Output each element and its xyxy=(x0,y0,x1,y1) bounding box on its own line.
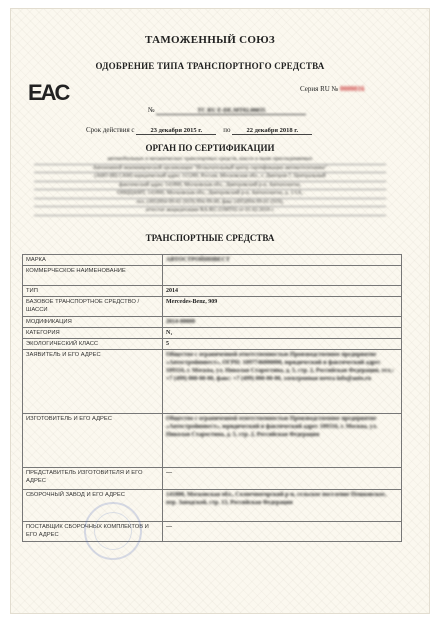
row-value: — xyxy=(163,522,402,542)
series-label: Серия RU № xyxy=(300,85,339,93)
validity-line xyxy=(86,126,312,135)
organ-line: автомобильных и механических транспортных средств, шасси и ныне присоединяемых xyxy=(34,156,386,165)
row-label: БАЗОВОЕ ТРАНСПОРТНОЕ СРЕДСТВО / ШАССИ xyxy=(23,297,163,317)
row-label: ЗАЯВИТЕЛЬ И ЕГО АДРЕС xyxy=(23,350,163,414)
row-value: 2014-00000 xyxy=(163,317,402,328)
approval-number: ТС RU E-DE.МТ02.00035 xyxy=(156,108,306,115)
table-row xyxy=(23,286,402,297)
row-label: ЭКОЛОГИЧЕСКИЙ КЛАСС xyxy=(23,339,163,350)
table-row xyxy=(23,255,402,266)
table-row xyxy=(23,522,402,542)
row-value: Mercedes-Benz, 909 xyxy=(163,297,402,317)
table-row xyxy=(23,317,402,328)
table-row xyxy=(23,328,402,339)
row-value: Общество с ограниченной ответственностью Производственное предприятие «Автостройинвест», юридический и фактический адрес 109316, г. Москва, ул. Николая Старостина, д. 5, стр. 2, Российская Федерация xyxy=(163,414,402,468)
row-value: Общество с ограниченной ответственностью Производственное предприятие «Автостройинвест», ОГРН: 1097746000000, юридический и фактический адрес 109316, г. Москва, ул. Николая Старостина, д. 5, стр. 2, Российская Федерация, тел.: +7 (499) 000-00-00, факс: +7 (499) 000-00-00, электронная почта info@auto.ru xyxy=(163,350,402,414)
organ-line: Автономной некоммерческой организации "Испытательный центр сертификации автомототехники" xyxy=(34,165,386,174)
row-label: СБОРОЧНЫЙ ЗАВОД И ЕГО АДРЕС xyxy=(23,490,163,522)
row-value: АВТОСТРОЙИНВЕСТ xyxy=(163,255,402,266)
organ-body xyxy=(34,156,386,216)
organ-line: тел. (495)994-99-01 (919) 994-99-00, факс (495)994-99-01 (919), xyxy=(34,199,386,208)
organ-line: аттестат аккредитации RA.RU.21MT02 от 01.02.2016 г. xyxy=(34,207,386,216)
organ-line: ОНЦЦАМТ, 141800, Московская обл., Дмитровский р-н, Автополигон, д. 1/1А, xyxy=(34,190,386,199)
seal-stamp xyxy=(84,502,142,560)
approval-number-line xyxy=(148,106,348,115)
table-row xyxy=(23,468,402,490)
row-value: 141800, Московская обл., Солнечногорский р-н, сельское поселение Пешковское, пер. Заводской, стр. 13, Российская Федерация xyxy=(163,490,402,522)
vehicles-table xyxy=(22,254,402,542)
validity-from: 23 декабря 2015 г. xyxy=(136,127,216,135)
table-row xyxy=(23,297,402,317)
row-label: ИЗГОТОВИТЕЛЬ И ЕГО АДРЕС xyxy=(23,414,163,468)
validity-to-label: по xyxy=(223,126,231,134)
table-row xyxy=(23,490,402,522)
vehicles-title: ТРАНСПОРТНЫЕ СРЕДСТВА xyxy=(145,233,275,243)
organ-line: фактический адрес 141800, Московская обл., Дмитровский р-н, Автополигон, xyxy=(34,182,386,191)
organ-title: ОРГАН ПО СЕРТИФИКАЦИИ xyxy=(145,143,275,153)
row-value xyxy=(163,266,402,286)
organ-line: (АНО ИЦ САМ) юридический адрес 115280, Россия, Московская обл., г. Дмитров-7, Центральный xyxy=(34,173,386,182)
eac-logo: EAC xyxy=(28,80,69,105)
row-value: 2014 xyxy=(163,286,402,297)
validity-from-label: Срок действия с xyxy=(86,126,135,134)
row-value: — xyxy=(163,468,402,490)
row-label: КОММЕРЧЕСКОЕ НАИМЕНОВАНИЕ xyxy=(23,266,163,286)
row-label: ПОСТАВЩИК СБОРОЧНЫХ КОМПЛЕКТОВ И ЕГО АДРЕС xyxy=(23,522,163,542)
table-row xyxy=(23,266,402,286)
row-value: N₁ xyxy=(163,328,402,339)
row-value: 5 xyxy=(163,339,402,350)
document-title: ОДОБРЕНИЕ ТИПА ТРАНСПОРТНОГО СРЕДСТВА xyxy=(95,61,325,71)
table-row xyxy=(23,414,402,468)
row-label: ПРЕДСТАВИТЕЛЬ ИЗГОТОВИТЕЛЯ И ЕГО АДРЕС xyxy=(23,468,163,490)
table-row xyxy=(23,339,402,350)
row-label: МОДИФИКАЦИЯ xyxy=(23,317,163,328)
row-label: МАРКА xyxy=(23,255,163,266)
row-label: КАТЕГОРИЯ xyxy=(23,328,163,339)
number-prefix: № xyxy=(148,106,155,114)
union-title: ТАМОЖЕННЫЙ СОЮЗ xyxy=(144,34,276,46)
series-number: 0000016 xyxy=(339,85,365,93)
table-row xyxy=(23,350,402,414)
row-label: ТИП xyxy=(23,286,163,297)
series-line xyxy=(300,85,364,93)
validity-to: 22 декабря 2018 г. xyxy=(232,127,312,135)
